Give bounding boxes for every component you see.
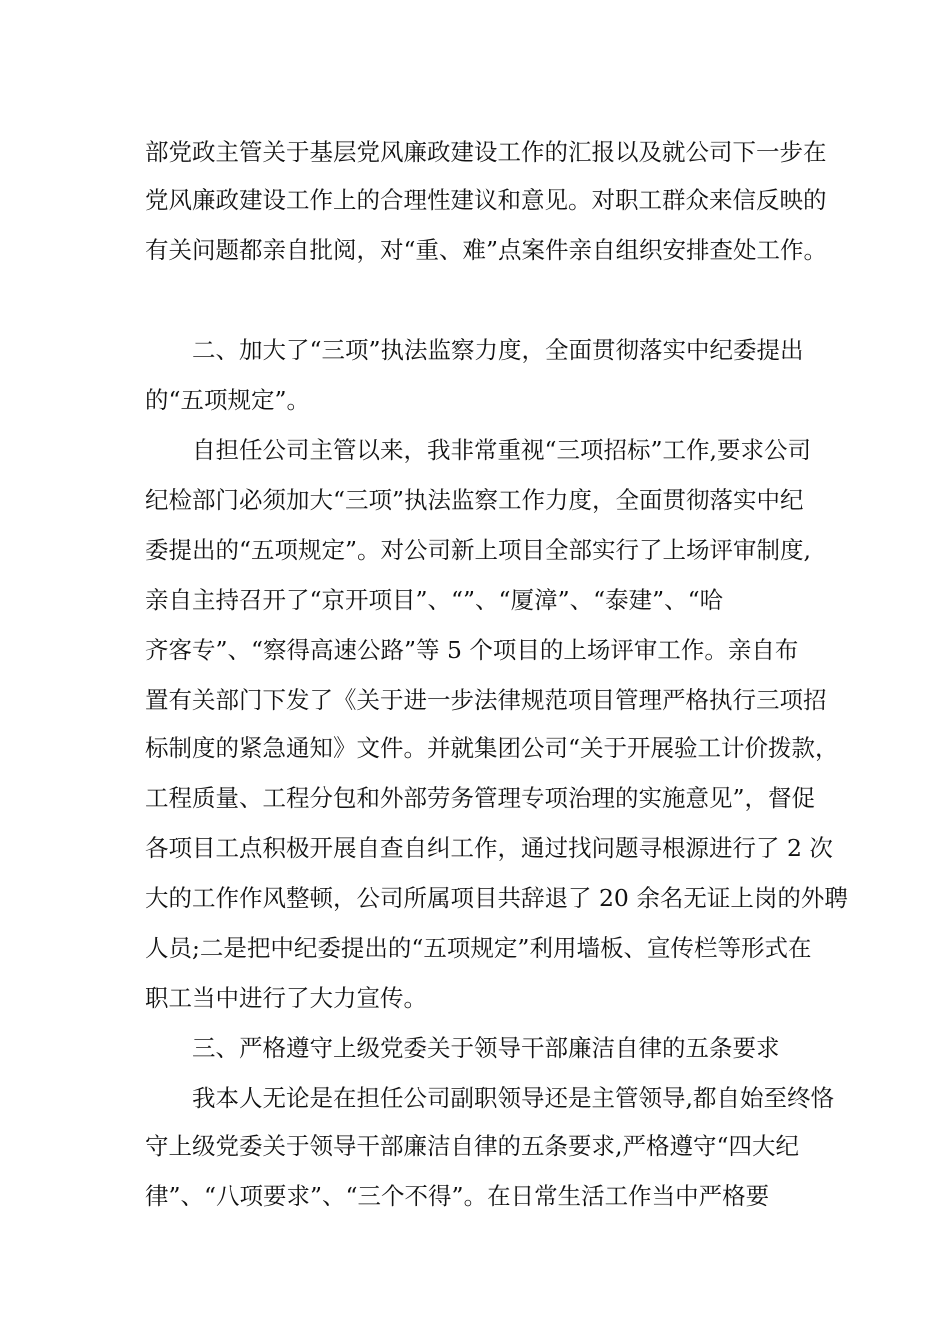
paragraph-line: 置有关部门下发了《关于进一步法律规范项目管理严格执行三项招: [145, 686, 827, 714]
paragraph-line: 有关问题都亲自批阅，对“重、难”点案件亲自组织安排查处工作。: [145, 236, 828, 264]
paragraph-line: 委提出的“五项规定”。对公司新上项目全部实行了上场评审制度,: [145, 536, 811, 564]
paragraph-line: 部党政主管关于基层党风廉政建设工作的汇报以及就公司下一步在: [145, 138, 827, 166]
paragraph-line: 工程质量、工程分包和外部劳务管理专项治理的实施意见”，督促: [145, 784, 816, 812]
paragraph-line: 职工当中进行了大力宣传。: [145, 984, 427, 1012]
section-heading: 三、严格遵守上级党委关于领导干部廉洁自律的五条要求: [192, 1034, 780, 1062]
paragraph-line: 我本人无论是在担任公司副职领导还是主管领导,都自始至终恪: [192, 1084, 834, 1112]
paragraph-line: 自担任公司主管以来，我非常重视“三项招标”工作,要求公司: [192, 436, 811, 464]
paragraph-line: 齐客专”、“察得高速公路”等 5 个项目的上场评审工作。亲自布: [145, 636, 799, 664]
paragraph-line: 人员;二是把中纪委提出的“五项规定”利用墙板、宣传栏等形式在: [145, 934, 812, 962]
section-heading: 二、加大了“三项”执法监察力度，全面贯彻落实中纪委提出: [192, 336, 804, 364]
section-heading-continued: 的“五项规定”。: [145, 386, 311, 414]
paragraph-line: 标制度的紧急通知》文件。并就集团公司“关于开展验工计价拨款，: [145, 734, 839, 762]
paragraph-line: 守上级党委关于领导干部廉洁自律的五条要求,严格遵守“四大纪: [145, 1132, 799, 1160]
paragraph-line: 大的工作作风整顿，公司所属项目共辞退了 20 余名无证上岗的外聘: [145, 884, 848, 912]
paragraph-line: 各项目工点积极开展自查自纠工作，通过找问题寻根源进行了 2 次: [145, 834, 833, 862]
paragraph-line: 纪检部门必须加大“三项”执法监察工作力度，全面贯彻落实中纪: [145, 486, 804, 514]
paragraph-line: 亲自主持召开了“京开项目”、“”、“厦漳”、“泰建”、“哈: [145, 586, 724, 614]
paragraph-line: 律”、“八项要求”、“三个不得”。在日常生活工作当中严格要: [145, 1182, 770, 1210]
paragraph-line: 党风廉政建设工作上的合理性建议和意见。对职工群众来信反映的: [145, 186, 827, 214]
